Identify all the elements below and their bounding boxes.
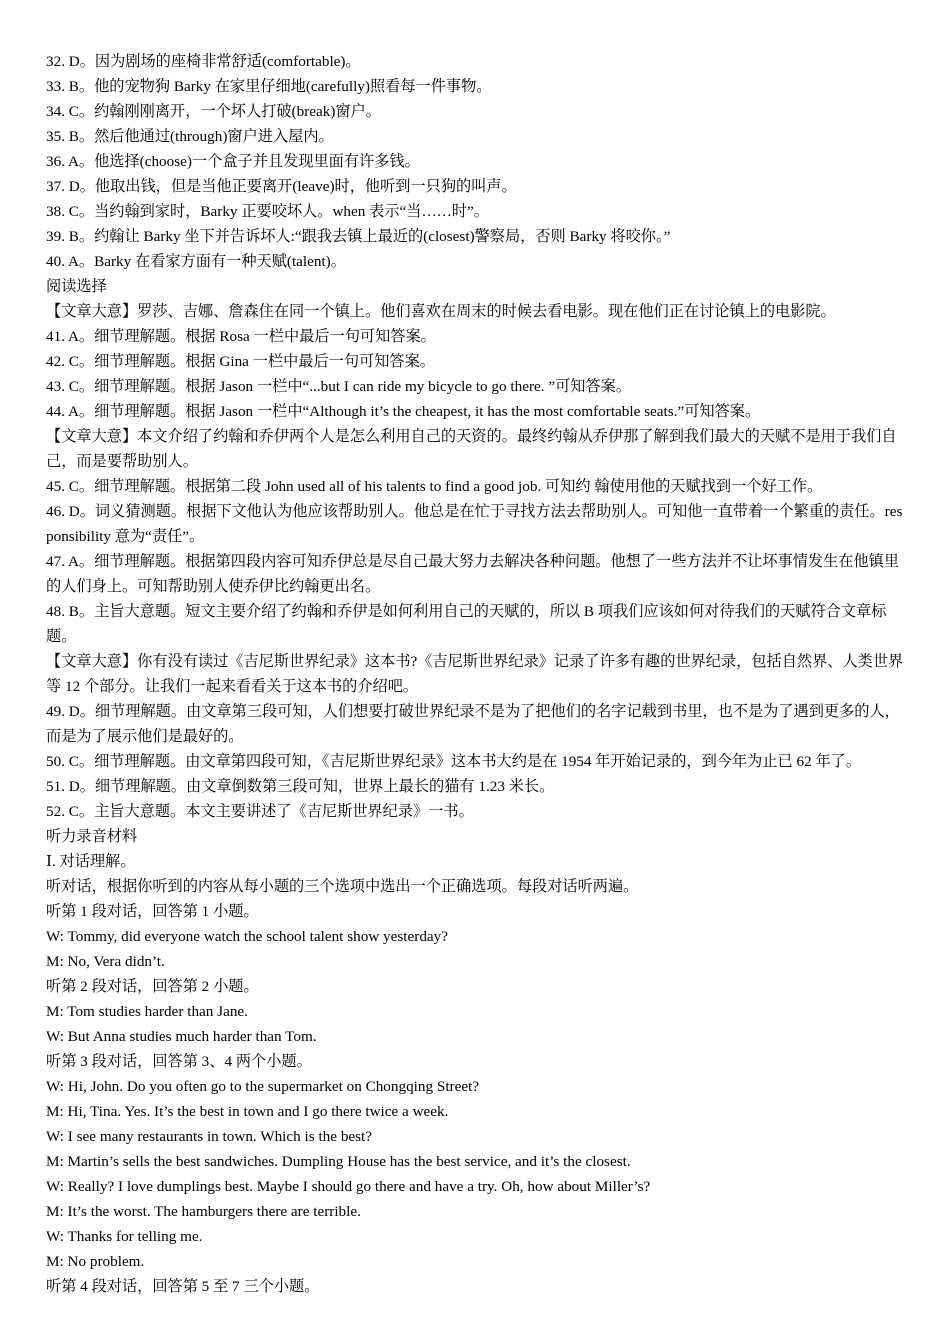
text-line: 听第 2 段对话，回答第 2 小题。 [46,978,259,995]
text-line: 51. D。细节理解题。由文章倒数第三段可知，世界上最长的猫有 1.23 米长。 [46,778,555,795]
dialogue-line: M: No, Vera didn’t. [46,953,165,970]
text-line: 37. D。他取出钱，但是当他正要离开(leave)时，他听到一只狗的叫声。 [46,178,517,195]
text-line: 45. C。细节理解题。根据第二段 John used all of his talents to find a good job. 可知约 翰使用他的天赋找到一个好工作。 [46,478,823,495]
text-line: 33. B。他的宠物狗 Barky 在家里仔细地(carefully)照看每一件事物。 [46,78,492,95]
text-line: 43. C。细节理解题。根据 Jason 一栏中“...but I can ride my bicycle to go there. ”可知答案。 [46,378,632,395]
text-line: 【文章大意】你有没有读过《吉尼斯世界纪录》这本书?《吉尼斯世界纪录》记录了许多有趣的世界纪录，包括自然界、人类世界等 12 个部分。让我们一起来看看关于这本书的介绍吧。 [46,653,904,695]
text-line: 40. A。Barky 在看家方面有一种天赋(talent)。 [46,253,346,270]
text-line: 48. B。主旨大意题。短文主要介绍了约翰和乔伊是如何利用自己的天赋的，所以 B 项我们应该如何对待我们的天赋符合文章标题。 [46,603,887,645]
text-line: 听第 4 段对话，回答第 5 至 7 三个小题。 [46,1278,320,1295]
text-line: 47. A。细节理解题。根据第四段内容可知乔伊总是尽自己最大努力去解决各种问题。他想了一些方法并不让坏事情发生在他镇里的人们身上。可知帮助别人使乔伊比约翰更出名。 [46,553,900,595]
text-line: 50. C。细节理解题。由文章第四段可知，《吉尼斯世界纪录》这本书大约是在 1954 年开始记录的，到今年为止已 62 年了。 [46,753,862,770]
text-line: 36. A。他选择(choose)一个盒子并且发现里面有许多钱。 [46,153,420,170]
text-line: 39. B。约翰让 Barky 坐下并告诉坏人:“跟我去镇上最近的(closest)警察局，否则 Barky 将咬你。” [46,228,671,245]
dialogue-line: W: Hi, John. Do you often go to the supermarket on Chongqing Street? [46,1078,480,1095]
text-line: 38. C。当约翰到家时，Barky 正要咬坏人。when 表示“当……时”。 [46,203,489,220]
text-line: 听第 3 段对话，回答第 3、4 两个小题。 [46,1053,312,1070]
text-line: 34. C。约翰刚刚离开，一个坏人打破(break)窗户。 [46,103,381,120]
dialogue-line: M: No problem. [46,1253,145,1270]
dialogue-line: W: But Anna studies much harder than Tom. [46,1028,317,1045]
text-line: 35. B。然后他通过(through)窗户进入屋内。 [46,128,334,145]
text-line: 52. C。主旨大意题。本文主要讲述了《吉尼斯世界纪录》一书。 [46,803,474,820]
text-line: 49. D。细节理解题。由文章第三段可知，人们想要打破世界纪录不是为了把他们的名字记载到书里，也不是为了遇到更多的人，而是为了展示他们是最好的。 [46,703,900,745]
dialogue-line: W: I see many restaurants in town. Which is the best? [46,1128,373,1145]
text-line: 41. A。细节理解题。根据 Rosa 一栏中最后一句可知答案。 [46,328,436,345]
dialogue-line: W: Thanks for telling me. [46,1228,203,1245]
dialogue-line: W: Tommy, did everyone watch the school talent show yesterday? [46,928,448,945]
text-line: 32. D。因为剧场的座椅非常舒适(comfortable)。 [46,53,361,70]
section-heading: 听力录音材料 [46,828,138,845]
dialogue-line: M: Tom studies harder than Jane. [46,1003,248,1020]
text-line: 【文章大意】罗莎、吉娜、詹森住在同一个镇上。他们喜欢在周末的时候去看电影。现在他们正在讨论镇上的电影院。 [46,303,836,320]
dialogue-line: M: Hi, Tina. Yes. It’s the best in town and I go there twice a week. [46,1103,449,1120]
text-line: 44. A。细节理解题。根据 Jason 一栏中“Although it’s the cheapest, it has the most comfortable seats.”可知答案。 [46,403,761,420]
dialogue-line: M: Martin’s sells the best sandwiches. Dumpling House has the best service, and it’s the closest. [46,1153,631,1170]
text-line: 46. D。词义猜测题。根据下文他认为他应该帮助别人。他总是在忙于寻找方法去帮助别人。可知他一直带着一个繁重的责任。responsibility 意为“责任”。 [46,503,903,545]
text-line: 42. C。细节理解题。根据 Gina 一栏中最后一句可知答案。 [46,353,435,370]
dialogue-line: W: Really? I love dumplings best. Maybe I should go there and have a try. Oh, how about Miller’s? [46,1178,651,1195]
text-line: Ⅰ. 对话理解。 [46,853,136,870]
dialogue-line: M: It’s the worst. The hamburgers there are terrible. [46,1203,361,1220]
text-line: 听对话，根据你听到的内容从每小题的三个选项中选出一个正确选项。每段对话听两遍。 [46,878,639,895]
section-heading: 阅读选择 [46,278,107,295]
text-line: 听第 1 段对话，回答第 1 小题。 [46,903,259,920]
text-line: 【文章大意】本文介绍了约翰和乔伊两个人是怎么利用自己的天资的。最终约翰从乔伊那了解到我们最大的天赋不是用于我们自己，而是要帮助别人。 [46,428,897,470]
